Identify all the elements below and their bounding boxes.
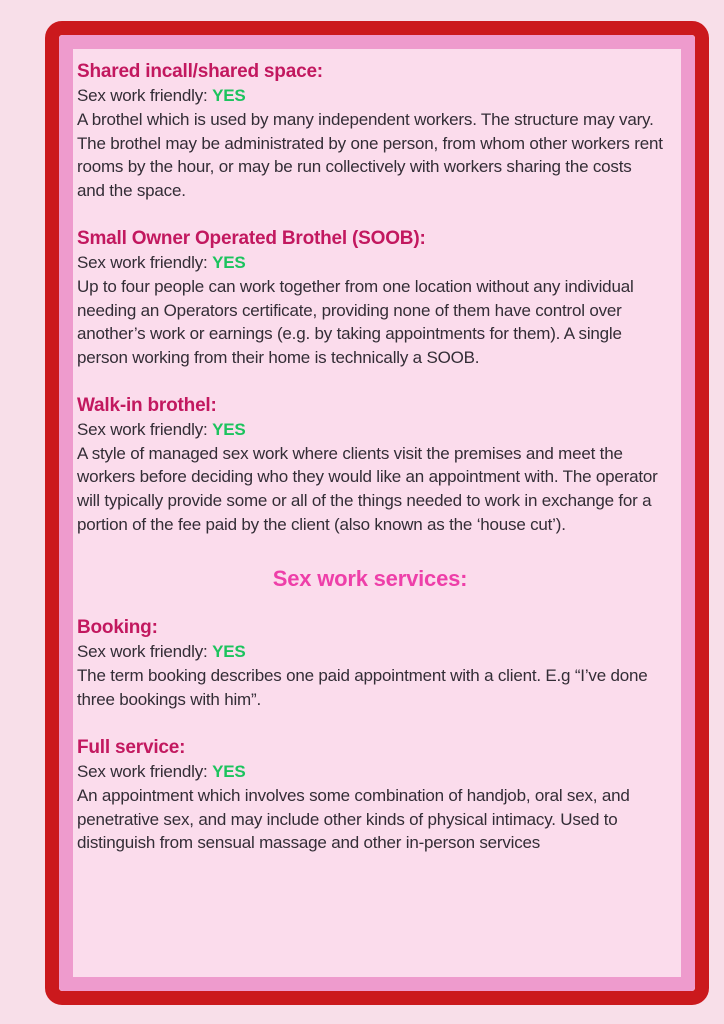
- friendly-line: [77, 251, 663, 275]
- section-heading: Walk-in brothel:: [77, 394, 217, 416]
- friendly-value-badge: YES: [212, 252, 246, 272]
- section-heading: Full service:: [77, 736, 186, 758]
- content-panel: [59, 35, 695, 991]
- section-body: Up to four people can work together from one location without any individual needing an Operators certificate, providing none of them have control over another’s work or earnings (e.g. by taking appointments for them). A single person working from their home is technically a SOOB.: [77, 276, 634, 367]
- section-heading: Booking:: [77, 617, 158, 639]
- friendly-value-badge: YES: [212, 642, 246, 662]
- section-body: An appointment which involves some combination of handjob, oral sex, and penetrative sex, and may include other kinds of physical intimacy. Used to distinguish from sensual massage and other in-person services: [77, 785, 630, 853]
- friendly-label: Sex work friendly:: [77, 642, 213, 662]
- friendly-line: [77, 760, 663, 784]
- friendly-value-badge: YES: [212, 86, 246, 105]
- friendly-line: [77, 418, 663, 442]
- friendly-label: Sex work friendly:: [77, 86, 213, 105]
- glossary-section-soob: [77, 227, 663, 370]
- friendly-value-badge: YES: [212, 761, 246, 781]
- friendly-label: Sex work friendly:: [77, 252, 213, 272]
- glossary-content: [73, 49, 681, 855]
- section-body: A style of managed sex work where clients visit the premises and meet the workers before deciding who they would like an appointment with. The operator will typically provide some or all of the things needed to work in exchange for a portion of the fee paid by the client (also known as the ‘house cut’).: [77, 443, 658, 534]
- friendly-label: Sex work friendly:: [77, 761, 213, 781]
- glossary-section-walk-in-brothel: [77, 394, 663, 537]
- friendly-line: [77, 640, 663, 664]
- friendly-value-badge: YES: [212, 419, 246, 439]
- services-section-heading: Sex work services:: [272, 566, 468, 592]
- friendly-line: [77, 84, 663, 108]
- glossary-section-full-service: [77, 736, 663, 855]
- glossary-section-shared-incall: [77, 60, 663, 203]
- section-heading: Small Owner Operated Brothel (SOOB):: [77, 227, 426, 249]
- glossary-section-booking: [77, 616, 663, 711]
- section-body: A brothel which is used by many independent workers. The structure may vary. The brothel may be administrated by one person, from whom other workers rent rooms by the hour, or may be run collectively with workers sharing the costs and the space.: [77, 110, 663, 201]
- page-frame: [45, 21, 709, 1005]
- friendly-label: Sex work friendly:: [77, 419, 213, 439]
- section-body: The term booking describes one paid appointment with a client. E.g “I’ve done three bookings with him”.: [77, 666, 648, 710]
- section-heading: Shared incall/shared space:: [77, 61, 323, 82]
